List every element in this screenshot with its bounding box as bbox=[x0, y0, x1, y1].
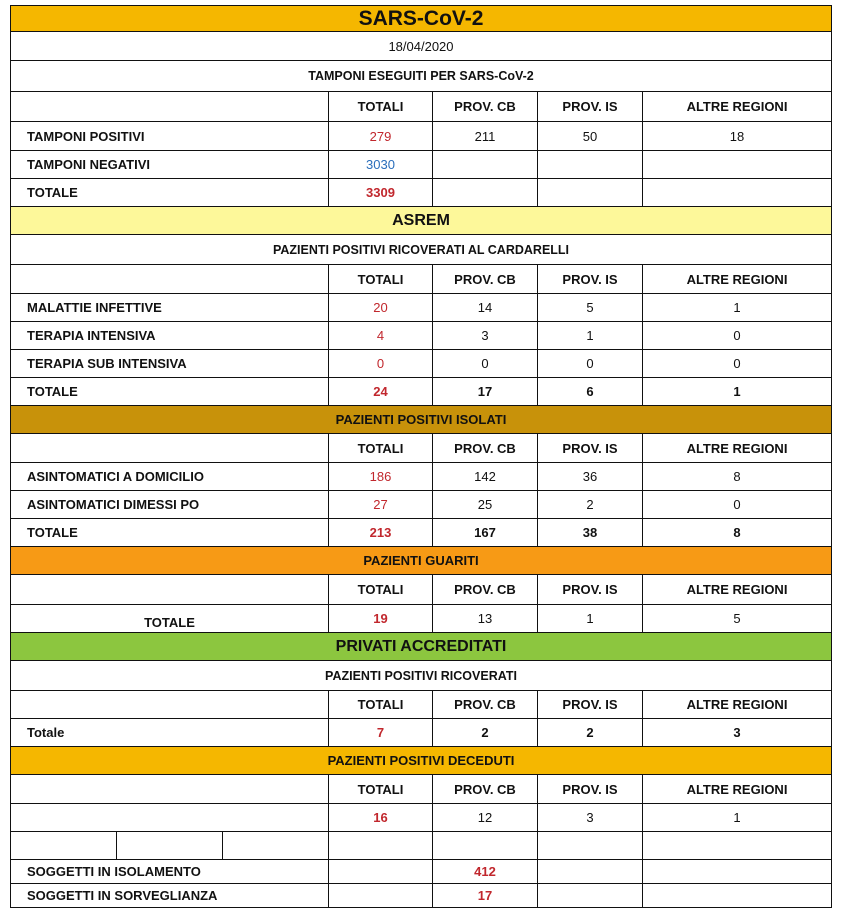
deceduti-band bbox=[11, 747, 831, 775]
value-prov-is: 6 bbox=[538, 378, 643, 405]
header-blank bbox=[11, 575, 329, 604]
date-row bbox=[11, 32, 831, 61]
value-totali: 213 bbox=[329, 519, 433, 546]
value-prov-cb bbox=[433, 151, 538, 178]
row-label: MALATTIE INFETTIVE bbox=[11, 294, 329, 321]
col-prov-is: PROV. IS bbox=[538, 434, 643, 462]
col-prov-cb: PROV. CB bbox=[433, 434, 538, 462]
value-totali: 186 bbox=[329, 463, 433, 490]
title-band bbox=[11, 5, 831, 32]
privati-header-row bbox=[11, 691, 831, 719]
soggetti-label: SOGGETTI IN ISOLAMENTO bbox=[11, 860, 329, 883]
guariti-band bbox=[11, 547, 831, 575]
col-prov-cb: PROV. CB bbox=[433, 775, 538, 803]
col-totali: TOTALI bbox=[329, 265, 433, 293]
col-totali: TOTALI bbox=[329, 775, 433, 803]
table-row bbox=[11, 719, 831, 747]
value-prov-is: 50 bbox=[538, 122, 643, 150]
tamponi-heading-row bbox=[11, 61, 831, 92]
col-altre-regioni: ALTRE REGIONI bbox=[686, 582, 788, 597]
value-totali: 16 bbox=[329, 804, 433, 831]
col-totali: TOTALI bbox=[329, 691, 433, 718]
empty-cell bbox=[223, 832, 329, 859]
privati-band bbox=[11, 633, 831, 661]
empty-cell bbox=[117, 832, 223, 859]
value-altre-regioni: 18 bbox=[729, 128, 745, 144]
value-totali: 279 bbox=[329, 122, 433, 150]
value-prov-cb: 13 bbox=[433, 605, 538, 632]
value-prov-is: 3 bbox=[538, 804, 643, 831]
col-prov-cb: PROV. CB bbox=[433, 92, 538, 121]
empty-cell bbox=[643, 832, 831, 859]
value-prov-cb: 142 bbox=[433, 463, 538, 490]
row-label: TAMPONI POSITIVI bbox=[11, 122, 329, 150]
header-blank bbox=[11, 775, 329, 803]
row-label: TERAPIA SUB INTENSIVA bbox=[11, 350, 329, 377]
col-prov-cb: PROV. CB bbox=[433, 691, 538, 718]
empty-cell bbox=[11, 832, 117, 859]
empty-cell bbox=[538, 832, 643, 859]
tamponi-header-row bbox=[11, 92, 831, 122]
privati-heading-row bbox=[11, 661, 831, 691]
table-row bbox=[11, 491, 831, 519]
value-prov-is: 2 bbox=[538, 719, 643, 746]
value-prov-is: 1 bbox=[538, 605, 643, 632]
empty-cell bbox=[538, 860, 643, 883]
col-altre-regioni: ALTRE REGIONI bbox=[686, 781, 788, 797]
col-prov-cb: PROV. CB bbox=[433, 265, 538, 293]
row-label: Totale bbox=[11, 719, 329, 746]
value-prov-is: 36 bbox=[538, 463, 643, 490]
isolati-header-row bbox=[11, 434, 831, 463]
value-altre-regioni: 8 bbox=[733, 525, 741, 540]
value-altre-regioni bbox=[643, 151, 831, 178]
value-totali: 3309 bbox=[329, 179, 433, 206]
row-label: ASINTOMATICI A DOMICILIO bbox=[11, 463, 329, 490]
table-row bbox=[11, 151, 831, 179]
empty-cell bbox=[329, 884, 433, 907]
soggetti-value: 412 bbox=[433, 860, 538, 883]
value-prov-is: 2 bbox=[538, 491, 643, 518]
empty-cell bbox=[538, 884, 643, 907]
col-totali: TOTALI bbox=[329, 434, 433, 462]
header-blank bbox=[11, 265, 329, 293]
table-row bbox=[11, 605, 831, 633]
value-altre-regioni: 5 bbox=[733, 611, 741, 626]
value-altre-regioni: 3 bbox=[733, 725, 741, 740]
value-altre-regioni: 0 bbox=[733, 497, 741, 512]
empty-cell bbox=[433, 832, 538, 859]
value-prov-cb: 211 bbox=[433, 122, 538, 150]
empty-cell bbox=[329, 832, 433, 859]
row-label: TOTALE bbox=[11, 605, 329, 632]
report-date: 18/04/2020 bbox=[388, 38, 454, 54]
col-altre-regioni: ALTRE REGIONI bbox=[686, 697, 788, 712]
asrem-heading: PAZIENTI POSITIVI RICOVERATI AL CARDARELLI bbox=[272, 242, 570, 257]
value-totali: 19 bbox=[329, 605, 433, 632]
value-prov-cb: 25 bbox=[433, 491, 538, 518]
col-totali: TOTALI bbox=[329, 92, 433, 121]
col-prov-cb: PROV. CB bbox=[433, 575, 538, 604]
value-prov-is: 1 bbox=[538, 322, 643, 349]
empty-cell bbox=[643, 884, 831, 907]
col-prov-is: PROV. IS bbox=[538, 575, 643, 604]
soggetti-row bbox=[11, 860, 831, 884]
value-altre-regioni: 8 bbox=[733, 469, 741, 484]
row-label: ASINTOMATICI DIMESSI PO bbox=[11, 491, 329, 518]
value-prov-is bbox=[538, 151, 643, 178]
col-prov-is: PROV. IS bbox=[538, 92, 643, 121]
header-blank bbox=[11, 691, 329, 718]
privati-heading: PAZIENTI POSITIVI RICOVERATI bbox=[325, 668, 517, 683]
privati-title: PRIVATI ACCREDITATI bbox=[335, 637, 507, 655]
col-prov-is: PROV. IS bbox=[538, 265, 643, 293]
value-altre-regioni: 1 bbox=[733, 810, 741, 825]
value-prov-cb: 0 bbox=[433, 350, 538, 377]
col-prov-is: PROV. IS bbox=[538, 775, 643, 803]
soggetti-value: 17 bbox=[433, 884, 538, 907]
table-row bbox=[11, 804, 831, 832]
empty-cell bbox=[643, 860, 831, 883]
col-altre-regioni: ALTRE REGIONI bbox=[686, 99, 788, 114]
header-blank bbox=[11, 434, 329, 462]
isolati-title: PAZIENTI POSITIVI ISOLATI bbox=[335, 412, 507, 427]
asrem-heading-row bbox=[11, 235, 831, 265]
value-prov-cb: 167 bbox=[433, 519, 538, 546]
soggetti-row bbox=[11, 884, 831, 908]
report-title: SARS-CoV-2 bbox=[358, 6, 484, 30]
table-row bbox=[11, 294, 831, 322]
soggetti-label: SOGGETTI IN SORVEGLIANZA bbox=[11, 884, 329, 907]
value-totali: 7 bbox=[329, 719, 433, 746]
value-prov-is: 0 bbox=[538, 350, 643, 377]
value-prov-cb: 2 bbox=[433, 719, 538, 746]
value-prov-cb: 12 bbox=[433, 804, 538, 831]
empty-cell bbox=[329, 860, 433, 883]
row-label: TAMPONI NEGATIVI bbox=[11, 151, 329, 178]
value-altre-regioni: 1 bbox=[733, 384, 741, 399]
value-totali: 20 bbox=[329, 294, 433, 321]
row-label bbox=[11, 804, 329, 831]
asrem-title: ASREM bbox=[392, 211, 450, 229]
table-row bbox=[11, 378, 831, 406]
row-label: TOTALE bbox=[11, 179, 329, 206]
value-totali: 27 bbox=[329, 491, 433, 518]
value-prov-cb bbox=[433, 179, 538, 206]
value-prov-is: 38 bbox=[538, 519, 643, 546]
value-prov-is: 5 bbox=[538, 294, 643, 321]
value-totali: 24 bbox=[329, 378, 433, 405]
table-row bbox=[11, 122, 831, 151]
row-label: TOTALE bbox=[11, 378, 329, 405]
guariti-title: PAZIENTI GUARITI bbox=[363, 553, 479, 568]
value-altre-regioni: 0 bbox=[733, 356, 741, 371]
header-blank bbox=[11, 92, 329, 121]
col-totali: TOTALI bbox=[329, 575, 433, 604]
table-row bbox=[11, 179, 831, 207]
table-row bbox=[11, 519, 831, 547]
value-prov-cb: 17 bbox=[433, 378, 538, 405]
col-altre-regioni: ALTRE REGIONI bbox=[686, 271, 788, 287]
tamponi-heading: TAMPONI ESEGUITI PER SARS-CoV-2 bbox=[308, 69, 534, 83]
asrem-header-row bbox=[11, 265, 831, 294]
row-label: TERAPIA INTENSIVA bbox=[11, 322, 329, 349]
report-sheet bbox=[10, 5, 832, 908]
isolati-band bbox=[11, 406, 831, 434]
deceduti-header-row bbox=[11, 775, 831, 804]
value-prov-is bbox=[538, 179, 643, 206]
col-altre-regioni: ALTRE REGIONI bbox=[686, 440, 788, 456]
asrem-band bbox=[11, 207, 831, 235]
deceduti-title: PAZIENTI POSITIVI DECEDUTI bbox=[327, 753, 515, 768]
value-totali: 0 bbox=[329, 350, 433, 377]
empty-row bbox=[11, 832, 831, 860]
table-row bbox=[11, 322, 831, 350]
value-prov-cb: 3 bbox=[433, 322, 538, 349]
table-row bbox=[11, 463, 831, 491]
col-prov-is: PROV. IS bbox=[538, 691, 643, 718]
value-altre-regioni: 1 bbox=[733, 300, 741, 315]
value-totali: 4 bbox=[329, 322, 433, 349]
value-totali: 3030 bbox=[329, 151, 433, 178]
table-row bbox=[11, 350, 831, 378]
row-label: TOTALE bbox=[11, 519, 329, 546]
guariti-header-row bbox=[11, 575, 831, 605]
value-altre-regioni: 0 bbox=[733, 328, 741, 343]
value-prov-cb: 14 bbox=[433, 294, 538, 321]
value-altre-regioni bbox=[643, 179, 831, 206]
